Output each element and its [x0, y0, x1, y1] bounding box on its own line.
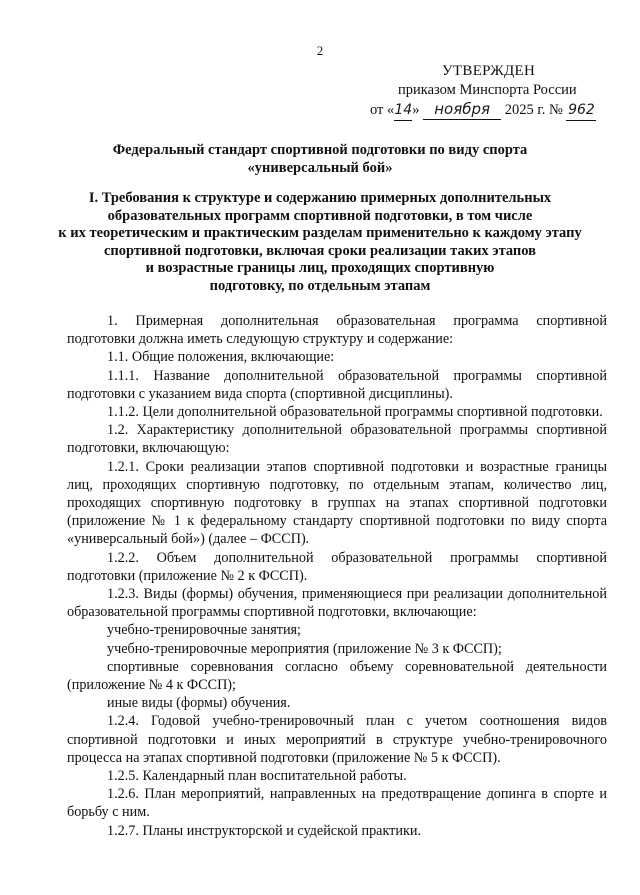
section-title	[0, 190, 640, 295]
paragraph: спортивные соревнования согласно объему соревновательной деятельности (приложение № 4 к ФССП);	[67, 658, 607, 694]
paragraph: 1.2.2. Объем дополнительной образовательной программы спортивной подготовки (приложение № 2 к ФССП).	[67, 549, 607, 584]
year-and-number-label: 2025 г. №	[504, 102, 563, 118]
paragraph: 1.2.4. Годовой учебно-тренировочный план с учетом соотношения видов спортивной подготовки и иных мероприятий в структуре учебно-тренировочного процесса на этапах спортивной подготовки (приложение № 5 к ФССП).	[67, 713, 607, 766]
paragraph: 1.2.7. Планы инструкторской и судейской практики.	[107, 822, 421, 839]
paragraph: 1.2. Характеристику дополнительной образовательной программы спортивной подготовки, включающую:	[67, 422, 607, 457]
section-title-line: к их теоретическим и практическим разделам применительно к каждому этапу	[58, 225, 582, 241]
date-prefix: от «	[370, 102, 395, 118]
paragraph: 1.2.5. Календарный план воспитательной работы.	[107, 768, 407, 785]
paragraph: 1.2.6. План мероприятий, направленных на предотвращение допинга в спорте и борьбу с ним.	[67, 786, 607, 821]
approval-date-line	[370, 100, 596, 121]
approval-title: УТВЕРЖДЕН	[442, 63, 536, 79]
section-title-line: образовательных программ спортивной подготовки, в том числе	[107, 207, 533, 224]
paragraph: 1.1.2. Цели дополнительной образовательной программы спортивной подготовки.	[107, 404, 603, 421]
section-title-line: I. Требования к структуре и содержанию примерных дополнительных	[88, 190, 552, 206]
paragraph: 1. Примерная дополнительная образовательная программа спортивной подготовки должна иметь следующую структуру и содержание:	[67, 313, 607, 348]
page-number: 2	[316, 43, 324, 58]
paragraph: 1.1. Общие положения, включающие:	[107, 349, 335, 366]
handwritten-day: 14	[394, 101, 412, 121]
section-title-line: подготовку, по отдельным этапам	[209, 277, 431, 294]
paragraph: иные виды (формы) обучения.	[107, 695, 291, 712]
quote-close: »	[412, 102, 420, 118]
paragraph: учебно-тренировочные мероприятия (приложение № 3 к ФССП);	[107, 640, 502, 657]
section-title-line: и возрастные границы лиц, проходящих спортивную	[145, 260, 495, 276]
approval-order: приказом Минспорта России	[398, 82, 577, 98]
handwritten-month: ноября	[423, 100, 501, 120]
handwritten-order-number: 962	[566, 101, 596, 121]
section-title-line: спортивной подготовки, включая сроки реализации таких этапов	[103, 242, 536, 259]
document-title	[0, 142, 640, 177]
paragraph: 1.2.1. Сроки реализации этапов спортивной подготовки и возрастные границы лиц, проходящих спортивную подготовку, по отдельным этапам, количество лиц, проходящих спортивную подготовку в группах на этапах спортивной подготовки (приложение № 1 к федеральному стандарту спортивной подготовки по виду спорта «универсальный бой») (далее – ФССП).	[67, 458, 607, 548]
document-title-line: «универсальный бой»	[247, 159, 393, 176]
document-title-line: Федеральный стандарт спортивной подготовки по виду спорта	[112, 142, 528, 158]
paragraph: 1.1.1. Название дополнительной образовательной программы спортивной подготовки с указанием вида спорта (спортивной дисциплины).	[67, 367, 607, 402]
paragraph: учебно-тренировочные занятия;	[107, 622, 302, 639]
approval-block	[370, 62, 596, 121]
paragraph: 1.2.3. Виды (формы) обучения, применяющиеся при реализации дополнительной образовательной программы спортивной подготовки, включающие:	[67, 586, 607, 621]
document-body	[67, 312, 607, 840]
